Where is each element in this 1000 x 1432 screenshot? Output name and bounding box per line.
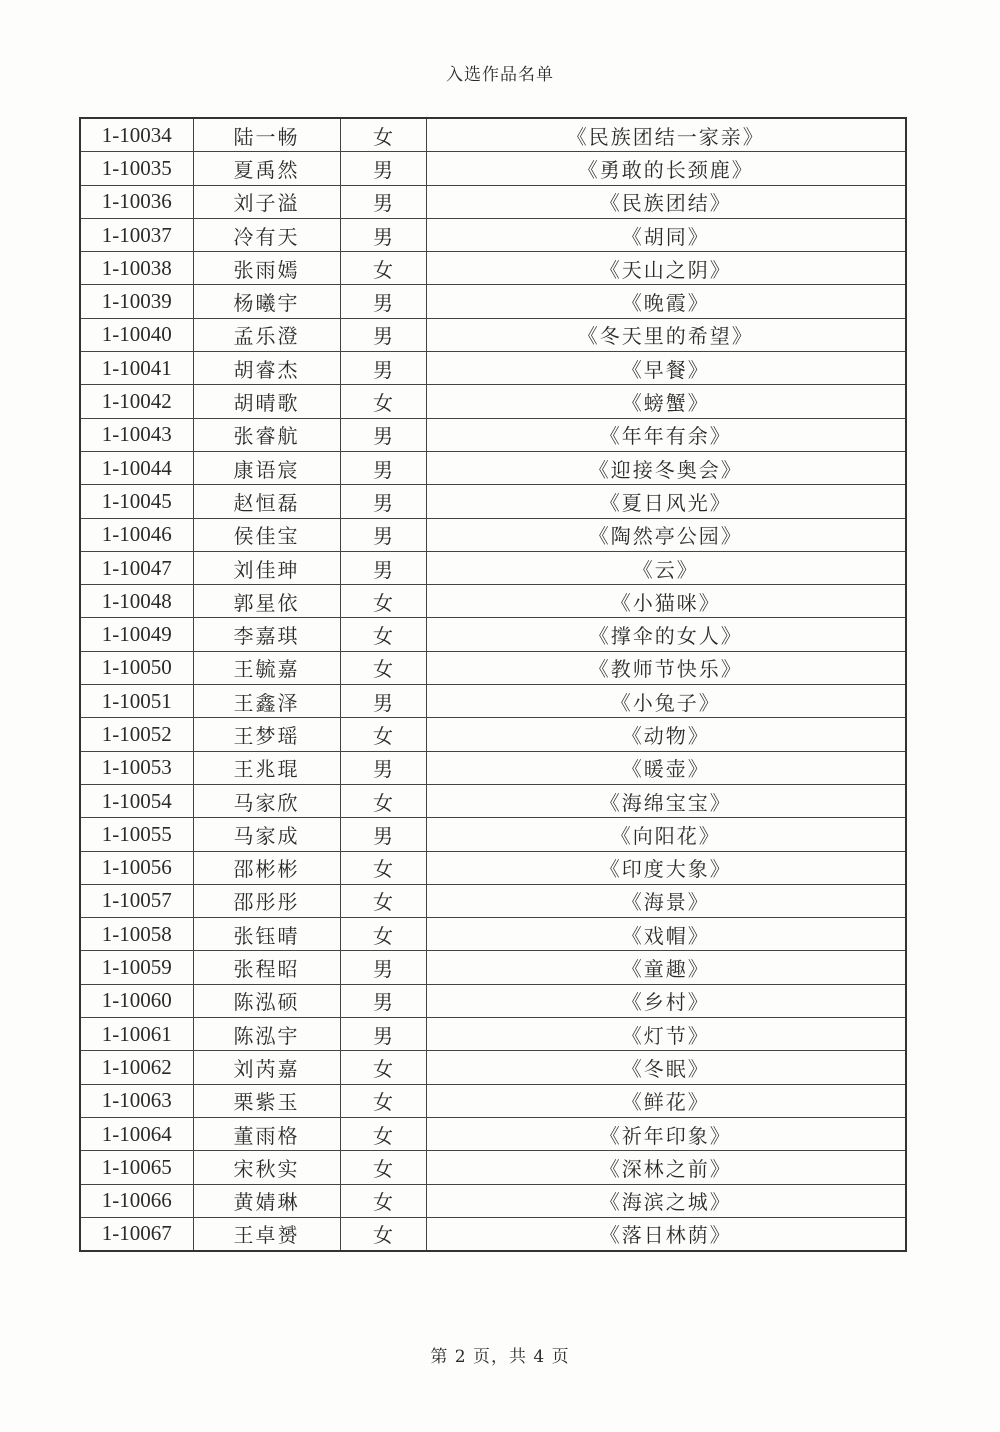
table-row [80,285,906,318]
entry-id-cell: 1-10038 [80,252,193,285]
gender-cell: 女 [340,1084,426,1117]
table-row [80,651,906,684]
work-title-cell: 《胡同》 [426,218,906,251]
table-row [80,1084,906,1117]
table-row [80,185,906,218]
entrant-name-cell: 张雨嫣 [193,252,340,285]
gender-cell: 男 [340,218,426,251]
work-title-cell: 《民族团结一家亲》 [426,118,906,152]
gender-cell: 女 [340,585,426,618]
gender-cell: 男 [340,152,426,185]
table-row [80,418,906,451]
work-title-cell: 《乡村》 [426,984,906,1017]
entrant-name-cell: 马家成 [193,818,340,851]
entrant-name-cell: 王毓嘉 [193,651,340,684]
entry-id-cell: 1-10051 [80,685,193,718]
gender-cell: 女 [340,118,426,152]
gender-cell: 女 [340,385,426,418]
table-row [80,451,906,484]
gender-cell: 男 [340,451,426,484]
entrant-name-cell: 陈泓硕 [193,984,340,1017]
entry-id-cell: 1-10054 [80,784,193,817]
work-title-cell: 《撑伞的女人》 [426,618,906,651]
work-title-cell: 《灯节》 [426,1018,906,1051]
entrant-name-cell: 陆一畅 [193,118,340,152]
table-row [80,551,906,584]
entrant-name-cell: 侯佳宝 [193,518,340,551]
table-row [80,751,906,784]
table-row [80,884,906,917]
table-row [80,485,906,518]
table-row [80,951,906,984]
work-title-cell: 《暖壶》 [426,751,906,784]
entrant-name-cell: 宋秋实 [193,1151,340,1184]
gender-cell: 男 [340,285,426,318]
gender-cell: 男 [340,551,426,584]
table-row [80,318,906,351]
gender-cell: 女 [340,718,426,751]
work-title-cell: 《云》 [426,551,906,584]
gender-cell: 男 [340,1018,426,1051]
gender-cell: 男 [340,485,426,518]
page-title: 入选作品名单 [446,65,554,85]
table-row [80,252,906,285]
entrant-name-cell: 胡晴歌 [193,385,340,418]
entry-id-cell: 1-10050 [80,651,193,684]
entry-id-cell: 1-10064 [80,1117,193,1150]
entrant-name-cell: 孟乐澄 [193,318,340,351]
work-title-cell: 《早餐》 [426,352,906,385]
work-title-cell: 《深林之前》 [426,1151,906,1184]
work-title-cell: 《向阳花》 [426,818,906,851]
entrant-name-cell: 王鑫泽 [193,685,340,718]
gender-cell: 男 [340,818,426,851]
table-row [80,1018,906,1051]
entry-id-cell: 1-10060 [80,984,193,1017]
table-row [80,1151,906,1184]
gender-cell: 男 [340,518,426,551]
table-row [80,685,906,718]
entries-table-body [80,118,906,1251]
gender-cell: 男 [340,685,426,718]
entrant-name-cell: 康语宸 [193,451,340,484]
entry-id-cell: 1-10056 [80,851,193,884]
entrant-name-cell: 邵彬彬 [193,851,340,884]
entrant-name-cell: 夏禹然 [193,152,340,185]
entrant-name-cell: 栗紫玉 [193,1084,340,1117]
work-title-cell: 《勇敢的长颈鹿》 [426,152,906,185]
entry-id-cell: 1-10058 [80,918,193,951]
entry-id-cell: 1-10066 [80,1184,193,1217]
table-row [80,718,906,751]
entry-id-cell: 1-10061 [80,1018,193,1051]
work-title-cell: 《天山之阴》 [426,252,906,285]
gender-cell: 男 [340,418,426,451]
gender-cell: 男 [340,951,426,984]
entrant-name-cell: 张睿航 [193,418,340,451]
gender-cell: 女 [340,1117,426,1150]
gender-cell: 女 [340,1151,426,1184]
gender-cell: 女 [340,252,426,285]
entries-table [79,117,907,1252]
work-title-cell: 《动物》 [426,718,906,751]
entrant-name-cell: 李嘉琪 [193,618,340,651]
entrant-name-cell: 邵彤彤 [193,884,340,917]
gender-cell: 女 [340,1051,426,1084]
entry-id-cell: 1-10047 [80,551,193,584]
entrant-name-cell: 王卓赟 [193,1217,340,1251]
gender-cell: 男 [340,318,426,351]
gender-cell: 女 [340,618,426,651]
entry-id-cell: 1-10041 [80,352,193,385]
table-row [80,618,906,651]
entry-id-cell: 1-10062 [80,1051,193,1084]
entry-id-cell: 1-10057 [80,884,193,917]
entry-id-cell: 1-10046 [80,518,193,551]
entrant-name-cell: 董雨格 [193,1117,340,1150]
entry-id-cell: 1-10037 [80,218,193,251]
work-title-cell: 《海景》 [426,884,906,917]
work-title-cell: 《鲜花》 [426,1084,906,1117]
work-title-cell: 《祈年印象》 [426,1117,906,1150]
entrant-name-cell: 王兆琨 [193,751,340,784]
entry-id-cell: 1-10044 [80,451,193,484]
entry-id-cell: 1-10059 [80,951,193,984]
gender-cell: 女 [340,884,426,917]
entrant-name-cell: 黄婧琳 [193,1184,340,1217]
table-row [80,918,906,951]
entrant-name-cell: 王梦瑶 [193,718,340,751]
table-row [80,1217,906,1251]
table-row [80,818,906,851]
entry-id-cell: 1-10053 [80,751,193,784]
entrant-name-cell: 张程昭 [193,951,340,984]
entry-id-cell: 1-10049 [80,618,193,651]
entrant-name-cell: 刘子溢 [193,185,340,218]
work-title-cell: 《海绵宝宝》 [426,784,906,817]
work-title-cell: 《冬眠》 [426,1051,906,1084]
table-row [80,118,906,152]
gender-cell: 男 [340,984,426,1017]
table-row [80,152,906,185]
work-title-cell: 《螃蟹》 [426,385,906,418]
table-row [80,851,906,884]
gender-cell: 男 [340,352,426,385]
gender-cell: 女 [340,651,426,684]
gender-cell: 女 [340,784,426,817]
entry-id-cell: 1-10055 [80,818,193,851]
entry-id-cell: 1-10045 [80,485,193,518]
entry-id-cell: 1-10042 [80,385,193,418]
work-title-cell: 《海滨之城》 [426,1184,906,1217]
gender-cell: 男 [340,751,426,784]
table-row [80,385,906,418]
entry-id-cell: 1-10039 [80,285,193,318]
table-row [80,1051,906,1084]
work-title-cell: 《夏日风光》 [426,485,906,518]
work-title-cell: 《教师节快乐》 [426,651,906,684]
page-footer: 第 2 页，共 4 页 [430,1347,570,1367]
work-title-cell: 《印度大象》 [426,851,906,884]
entrant-name-cell: 赵恒磊 [193,485,340,518]
entrant-name-cell: 刘佳珅 [193,551,340,584]
gender-cell: 女 [340,1184,426,1217]
entrant-name-cell: 张钰晴 [193,918,340,951]
work-title-cell: 《陶然亭公园》 [426,518,906,551]
entry-id-cell: 1-10063 [80,1084,193,1117]
entry-id-cell: 1-10065 [80,1151,193,1184]
work-title-cell: 《迎接冬奥会》 [426,451,906,484]
entry-id-cell: 1-10036 [80,185,193,218]
gender-cell: 女 [340,1217,426,1251]
entry-id-cell: 1-10067 [80,1217,193,1251]
table-row [80,218,906,251]
table-row [80,784,906,817]
work-title-cell: 《冬天里的希望》 [426,318,906,351]
work-title-cell: 《童趣》 [426,951,906,984]
entrant-name-cell: 陈泓宇 [193,1018,340,1051]
work-title-cell: 《小兔子》 [426,685,906,718]
entry-id-cell: 1-10040 [80,318,193,351]
table-row [80,984,906,1017]
work-title-cell: 《晚霞》 [426,285,906,318]
table-row [80,1117,906,1150]
entrant-name-cell: 冷有天 [193,218,340,251]
entry-id-cell: 1-10034 [80,118,193,152]
entrant-name-cell: 郭星依 [193,585,340,618]
entrant-name-cell: 胡睿杰 [193,352,340,385]
entry-id-cell: 1-10043 [80,418,193,451]
gender-cell: 女 [340,918,426,951]
work-title-cell: 《年年有余》 [426,418,906,451]
entry-id-cell: 1-10048 [80,585,193,618]
entry-id-cell: 1-10035 [80,152,193,185]
entrant-name-cell: 马家欣 [193,784,340,817]
gender-cell: 男 [340,185,426,218]
entry-id-cell: 1-10052 [80,718,193,751]
table-row [80,585,906,618]
gender-cell: 女 [340,851,426,884]
table-row [80,518,906,551]
table-row [80,1184,906,1217]
work-title-cell: 《民族团结》 [426,185,906,218]
table-row [80,352,906,385]
entrant-name-cell: 刘芮嘉 [193,1051,340,1084]
work-title-cell: 《小猫咪》 [426,585,906,618]
work-title-cell: 《戏帽》 [426,918,906,951]
work-title-cell: 《落日林荫》 [426,1217,906,1251]
entrant-name-cell: 杨曦宇 [193,285,340,318]
